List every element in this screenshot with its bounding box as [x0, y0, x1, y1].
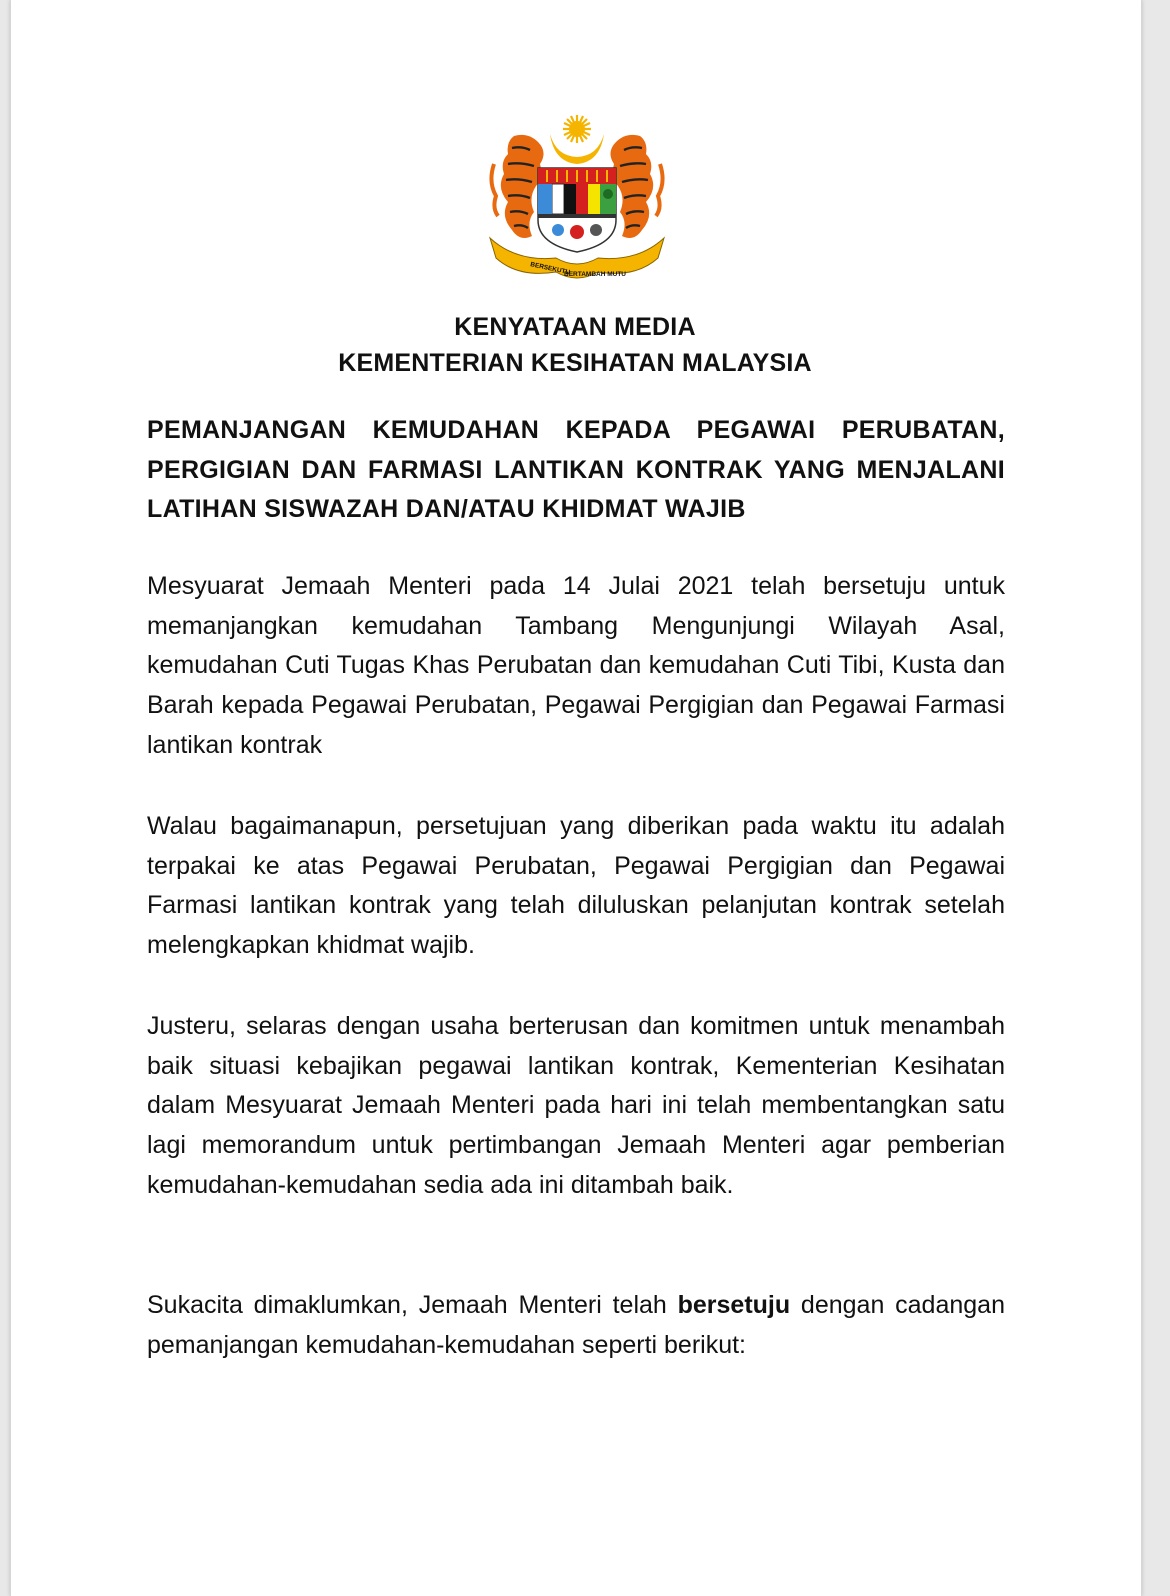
- federal-star: [563, 115, 591, 143]
- svg-text:BERSEKUTU: BERSEKUTU: [529, 261, 571, 277]
- paragraph-3: Justeru, selaras dengan usaha berterusan dan komitmen untuk menambah baik situasi kebajikan pegawai lantikan kontrak, Kementerian Kesihatan dalam Mesyuarat Jemaah Menteri pada hari ini telah membentangkan satu lagi memorandum untuk pertimbangan Jemaah Menteri agar pemberian kemudahan-kemudahan sedia ada ini ditambah baik.: [147, 1012, 1005, 1199]
- paragraph-2: Walau bagaimanapun, persetujuan yang diberikan pada waktu itu adalah terpakai ke atas Pegawai Perubatan, Pegawai Pergigian dan Pegawai Farmasi lantikan kontrak yang telah diluluskan pelanjutan kontrak setelah melengkapkan khidmat wajib.: [147, 812, 1005, 960]
- shield: [538, 168, 616, 252]
- paragraph-4-start: Sukacita dimaklumkan, Jemaah Menteri telah: [147, 1291, 678, 1319]
- right-tiger: [610, 135, 662, 238]
- paragraph-4-bold: bersetuju: [677, 1291, 791, 1319]
- paragraph-4-end: dengan cadangan pemanjangan kemudahan-kemudahan seperti berikut:: [147, 1291, 1005, 1359]
- svg-text:BERTAMBAH MUTU: BERTAMBAH MUTU: [564, 271, 626, 278]
- left-tiger: [491, 135, 543, 238]
- paragraph-4: [147, 1286, 1005, 1365]
- paragraph-1: Mesyuarat Jemaah Menteri pada 14 Julai 2021 telah bersetuju untuk memanjangkan kemudahan Tambang Mengunjungi Wilayah Asal, kemudahan Cuti Tugas Khas Perubatan dan kemudahan Cuti Tibi, Kusta dan Barah kepada Pegawai Perubatan, Pegawai Pergigian dan Pegawai Farmasi lantikan kontrak: [147, 572, 1005, 759]
- malaysia-coat-of-arms-icon: [486, 112, 668, 284]
- ministry-name: KEMENTERIAN KESIHATAN MALAYSIA: [338, 349, 812, 377]
- media-statement-label: KENYATAAN MEDIA: [454, 313, 696, 341]
- statement-title: PEMANJANGAN KEMUDAHAN KEPADA PEGAWAI PERUBATAN, PERGIGIAN DAN FARMASI LANTIKAN KONTRAK YANG MENJALANI LATIHAN SISWAZAH DAN/ATAU KHIDMAT WAJIB: [147, 416, 1005, 523]
